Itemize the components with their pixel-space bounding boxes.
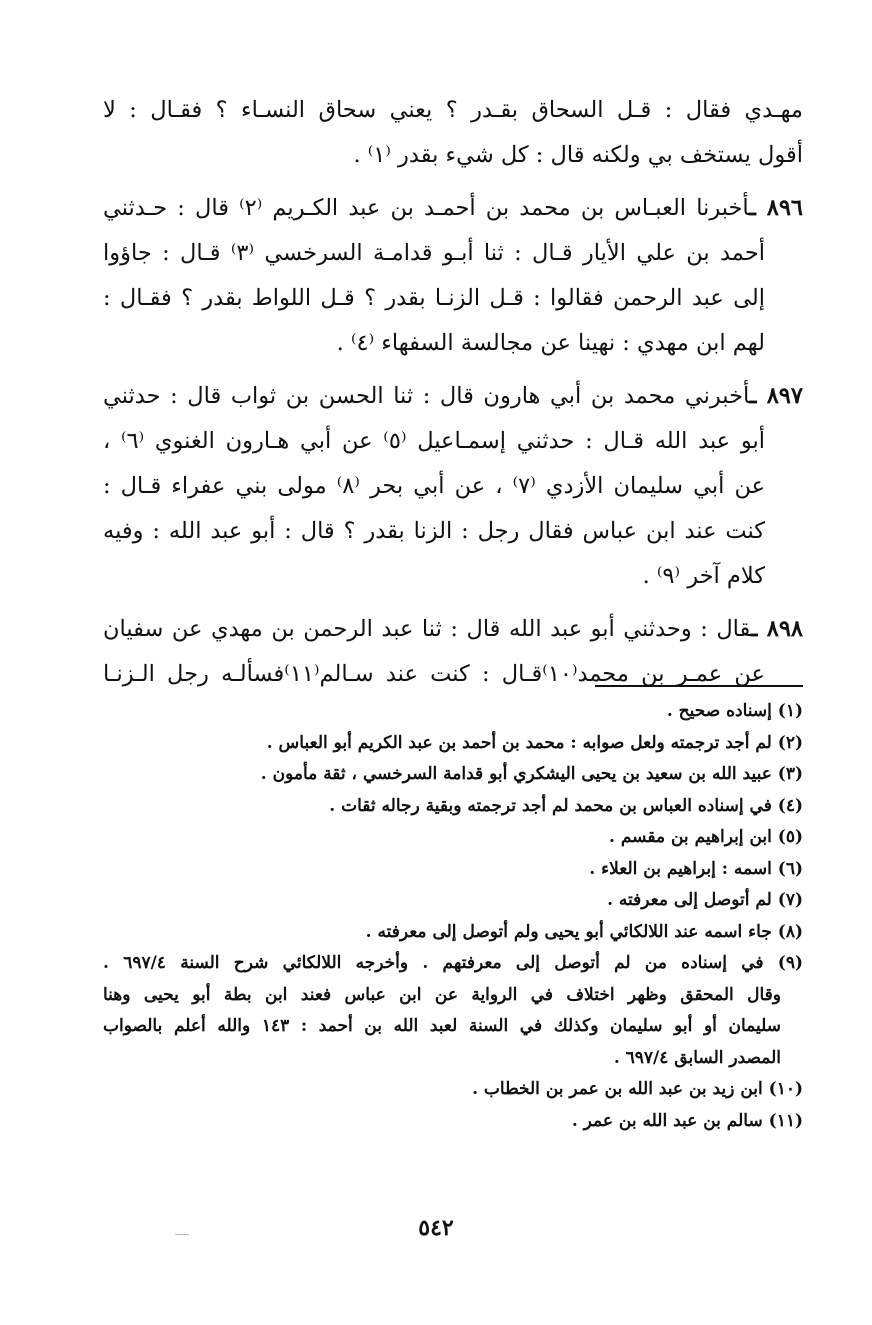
text-line: كنت عند ابن عباس فقال رجل : الزنا بقدر ؟ قال : أبو عبد الله : وفيه	[103, 518, 765, 544]
footnote-4: (٤) في إسناده العباس بن محمد لم أجد ترجمته وبقية رجاله ثقات .	[329, 795, 803, 816]
text-line: عن أبي سليمان الأزدي ⁽٧⁾ ، عن أبي بحر ⁽٨⁾ مولى بني عفراء قـال :	[103, 473, 765, 499]
footnote-9-line: سليمان أو أبو سليمان وكذلك في السنة لعبد الله بن أحمد : ١٤٣ والله أعلم بالصواب	[103, 1016, 782, 1036]
text-line: ٨٩٦ ـأخبرنا العبـاس بن محمد بن أحمـد بن عبد الكـريم ⁽٢⁾ قال : حـدثني	[103, 195, 803, 221]
footnote-9-line: المصدر السابق ٦٩٧/٤ .	[613, 1047, 781, 1068]
footnote-5: (٥) ابن إبراهيم بن مقسم .	[609, 827, 803, 847]
footnote-7: (٧) لم أتوصل إلى معرفته .	[607, 890, 803, 910]
text-line: أحمد بن علي الأيار قـال : ثنا أبـو قدامـة السرخسي ⁽٣⁾ قـال : جاؤوا	[103, 240, 765, 266]
entry-number: ٨٩٦ ـ	[749, 195, 803, 221]
entry-897	[103, 374, 803, 599]
entry-896	[103, 186, 803, 366]
footnote-1: (١) إسناده صحيح .	[666, 701, 803, 721]
entry-number: ٨٩٧ ـ	[749, 383, 803, 409]
entry-898	[103, 607, 803, 697]
opening-paragraph	[103, 88, 803, 178]
footnote-9-line: وقال المحقق وظهر اختلاف في الرواية عن ابن عباس فعند ابن بطة أبو يحيى وهنا	[103, 984, 781, 1005]
text-line: ٨٩٨ ـقال : وحدثني أبو عبد الله قال : ثنا عبد الرحمن بن مهدي عن سفيان	[103, 616, 803, 642]
text-line: كلام آخر ⁽٩⁾ .	[642, 563, 765, 589]
footnote-10: (١٠) ابن زيد بن عبد الله بن عمر بن الخطاب .	[472, 1079, 803, 1099]
footnotes	[103, 696, 803, 1137]
footnote-8: (٨) جاء اسمه عند اللالكائي أبو يحيى ولم أتوصل إلى معرفته .	[365, 921, 803, 942]
main-text	[103, 88, 803, 697]
text-line: إلى عبد الرحمن فقالوا : قـل الزنـا بقدر ؟ قـل اللواط بقدر ؟ فقـال :	[103, 285, 765, 311]
text-line: ٨٩٧ ـأخبرني محمد بن أبي هارون قال : ثنا الحسن بن ثواب قال : حدثني	[103, 383, 803, 409]
print-mark	[175, 1234, 189, 1235]
text-line: عن عمـر بن محمد⁽١٠⁾قـال : كنت عند سـالم⁽١١⁾فسألـه رجل الـزنـا	[103, 661, 765, 687]
footnote-11: (١١) سالم بن عبد الله بن عمر .	[571, 1110, 803, 1131]
text-line: لهم ابن مهدي : نهينا عن مجالسة السفهاء ⁽٤⁾ .	[336, 330, 765, 356]
text-line: أقول يستخف بي ولكنه قال : كل شيء بقدر ⁽١⁾ .	[353, 142, 803, 168]
text-line: مهـدي فقال : قـل السحاق بقـدر ؟ يعني سحاق النسـاء ؟ فقـال : لا	[103, 97, 803, 123]
text-line: أبو عبد الله قـال : حدثني إسمـاعيل ⁽٥⁾ عن أبي هـارون الغنوي ⁽٦⁾ ،	[103, 428, 765, 454]
footnote-9: (٩) في إسناده من لم أتوصل إلى معرفتهم . وأخرجه اللالكائي شرح السنة ٦٩٧/٤ .	[103, 953, 803, 973]
entry-number: ٨٩٨ ـ	[750, 616, 803, 642]
footnote-3: (٣) عبيد الله بن سعيد بن يحيى اليشكري أبو قدامة السرخسي ، ثقة مأمون .	[260, 764, 803, 784]
page-number: ٥٤٢	[418, 1215, 454, 1241]
footnote-6: (٦) اسمه : إبراهيم بن العلاء .	[589, 858, 803, 879]
footnote-2: (٢) لم أجد ترجمته ولعل صوابه : محمد بن أحمد بن عبد الكريم أبو العباس .	[266, 732, 803, 753]
footnote-divider	[595, 685, 803, 687]
